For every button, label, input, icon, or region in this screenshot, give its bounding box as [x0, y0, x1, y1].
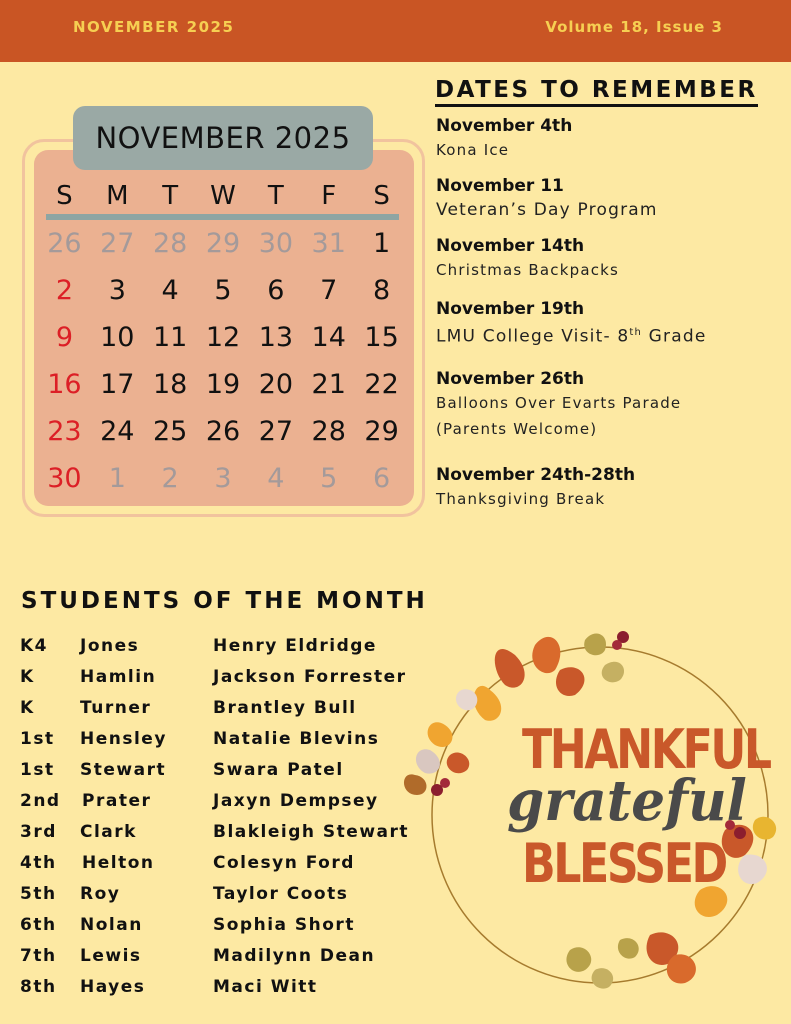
calendar-day: 9: [55, 322, 74, 353]
event-item: [436, 115, 572, 163]
weekday-label: T: [162, 181, 179, 211]
calendar-day: 27: [258, 416, 294, 447]
student-grade: 4th: [20, 853, 57, 873]
calendar-day: 19: [205, 369, 241, 400]
student-grade: 7th: [20, 946, 57, 966]
event-item: [436, 235, 619, 283]
student-grade: 2nd: [20, 791, 61, 811]
student-teacher: Hensley: [80, 729, 167, 749]
student-name: Blakleigh Stewart: [213, 822, 410, 842]
calendar-weekday-row: [38, 174, 408, 218]
student-teacher: Turner: [80, 698, 152, 718]
calendar-day: 16: [47, 369, 82, 400]
calendar-day: 17: [100, 369, 135, 400]
weekday-label: T: [267, 181, 284, 211]
weekday-label: F: [321, 181, 337, 211]
student-grade: K: [20, 698, 35, 718]
blessed-text: BLESSED: [522, 832, 726, 895]
student-teacher: Stewart: [80, 760, 167, 780]
student-grade: 1st: [20, 729, 55, 749]
header-volume: Volume 18, Issue 3: [545, 18, 723, 36]
calendar-week: [38, 314, 408, 361]
calendar-day: 5: [320, 463, 338, 494]
student-grade: 6th: [20, 915, 57, 935]
student-grade: 1st: [20, 760, 55, 780]
student-name: Jaxyn Dempsey: [213, 791, 379, 811]
calendar-week: [38, 455, 408, 502]
event-date: November 14th: [436, 236, 585, 256]
calendar-day: 8: [372, 275, 391, 306]
student-grade: 3rd: [20, 822, 57, 842]
event-description-text: Grade: [642, 326, 707, 347]
student-grade: 8th: [20, 977, 57, 997]
calendar-day: 12: [205, 322, 241, 353]
weekday-label: S: [56, 181, 73, 211]
calendar-day: 26: [47, 228, 82, 259]
student-name: Madilynn Dean: [213, 946, 376, 966]
header-bar: [0, 0, 791, 62]
calendar-day: 31: [311, 228, 346, 259]
event-description: Kona Ice: [436, 141, 510, 159]
event-item: [436, 298, 707, 350]
calendar-day: 3: [214, 463, 232, 494]
weekday-label: S: [373, 181, 390, 211]
thankful-text: THANKFUL: [522, 718, 770, 781]
calendar-day: 4: [161, 275, 179, 306]
calendar-day: 30: [258, 228, 294, 259]
calendar-day: 26: [205, 416, 241, 447]
student-teacher: Nolan: [80, 915, 143, 935]
event-item: [436, 175, 658, 223]
student-name: Sophia Short: [213, 915, 355, 935]
calendar-day: 23: [47, 416, 82, 447]
weekday-label: W: [210, 181, 236, 211]
event-item: [436, 368, 681, 442]
calendar-day: 10: [100, 322, 135, 353]
event-description: [436, 320, 707, 350]
calendar-day: 28: [152, 228, 188, 259]
calendar-day: 18: [152, 369, 188, 400]
student-teacher: Helton: [82, 853, 155, 873]
student-grade: K: [20, 667, 35, 687]
student-teacher: Hayes: [80, 977, 146, 997]
calendar-title: NOVEMBER 2025: [73, 106, 373, 170]
calendar-week: [38, 267, 408, 314]
students-heading: STUDENTS OF THE MONTH: [21, 588, 428, 614]
student-name: Jackson Forrester: [213, 667, 407, 687]
event-description: Thanksgiving Break: [436, 490, 606, 508]
calendar-day: 1: [108, 463, 126, 494]
calendar-day: 29: [364, 416, 399, 447]
calendar-day: 7: [320, 275, 338, 306]
calendar-day: 6: [372, 463, 391, 494]
calendar-day: 21: [311, 369, 346, 400]
event-description: Christmas Backpacks: [436, 261, 620, 279]
event-date: November 24th-28th: [436, 465, 636, 485]
event-description-note: (Parents Welcome): [436, 420, 598, 438]
student-grade: K4: [20, 636, 49, 656]
calendar-day: 25: [152, 416, 188, 447]
event-date: November 4th: [436, 116, 573, 136]
calendar-day: 20: [258, 369, 294, 400]
calendar-week: [38, 220, 408, 267]
event-description-text: LMU College Visit- 8: [436, 326, 630, 347]
calendar-day: 13: [258, 322, 294, 353]
calendar-week: [38, 361, 408, 408]
calendar-week: [38, 408, 408, 455]
event-date: November 26th: [436, 369, 585, 389]
calendar-day: 6: [267, 275, 285, 306]
student-name: Taylor Coots: [213, 884, 349, 904]
student-name: Maci Witt: [213, 977, 318, 997]
event-description-sup: th: [629, 327, 643, 338]
calendar-day: 1: [372, 228, 391, 259]
header-month: NOVEMBER 2025: [73, 18, 235, 36]
calendar-day: 14: [311, 322, 346, 353]
calendar-day: 2: [161, 463, 179, 494]
calendar-day: 22: [364, 369, 399, 400]
student-teacher: Roy: [80, 884, 121, 904]
student-name: Henry Eldridge: [213, 636, 377, 656]
calendar-day: 29: [205, 228, 241, 259]
weekday-label: M: [106, 181, 129, 211]
calendar-day: 24: [100, 416, 135, 447]
calendar-day: 4: [267, 463, 285, 494]
student-teacher: Hamlin: [80, 667, 157, 687]
event-date: November 11: [436, 176, 564, 196]
dates-heading: DATES TO REMEMBER: [435, 76, 758, 107]
grateful-text: grateful: [507, 768, 747, 834]
calendar-day: 15: [364, 322, 399, 353]
student-teacher: Lewis: [80, 946, 142, 966]
calendar-day: 30: [47, 463, 82, 494]
calendar-day: 3: [108, 275, 126, 306]
calendar-day: 27: [100, 228, 135, 259]
student-teacher: Prater: [82, 791, 152, 811]
calendar-grid: [38, 174, 408, 502]
calendar-day: 2: [55, 275, 74, 306]
event-description: Balloons Over Evarts Parade: [436, 394, 682, 412]
student-name: Colesyn Ford: [213, 853, 355, 873]
event-description: Veteran’s Day Program: [436, 200, 658, 220]
event-date: November 19th: [436, 299, 585, 319]
student-teacher: Jones: [80, 636, 140, 656]
student-teacher: Clark: [80, 822, 137, 842]
calendar-day: 28: [311, 416, 346, 447]
student-name: Swara Patel: [213, 760, 344, 780]
student-name: Brantley Bull: [213, 698, 357, 718]
calendar-day: 5: [214, 275, 232, 306]
calendar-day: 11: [152, 322, 188, 353]
event-item: [436, 464, 635, 512]
student-name: Natalie Blevins: [213, 729, 380, 749]
student-grade: 5th: [20, 884, 57, 904]
